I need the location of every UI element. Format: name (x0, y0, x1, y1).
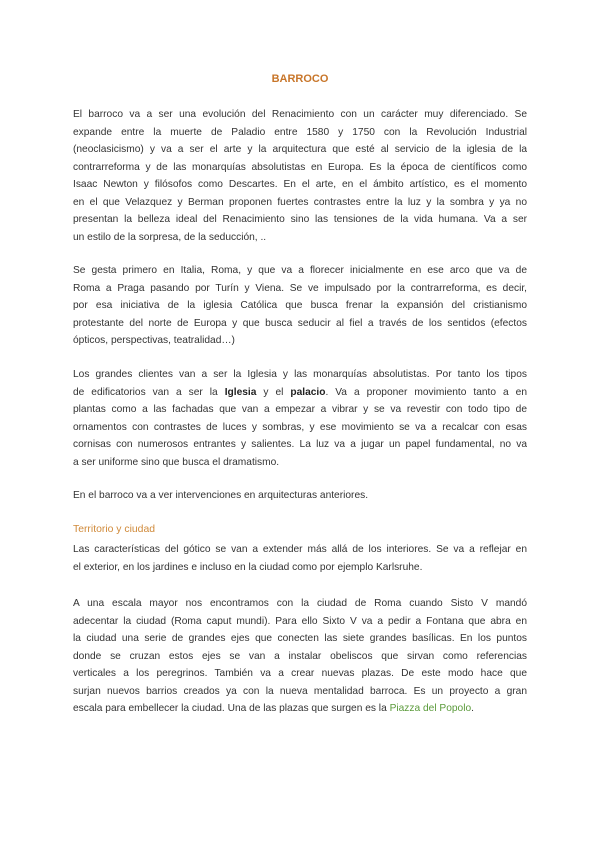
text-line: A una escala mayor nos encontramos con la ciudad de Roma cuando Sisto V mandó (73, 598, 527, 609)
paragraph-rome (73, 595, 527, 718)
text-line: en el que Velazquez y Berman proponen fuertes contrastes entre la luz y la sombra y ya no (73, 196, 527, 208)
text-line: protestante del norte de Europa y que busca seducir al fiel a través de los sentidos (efectos (73, 317, 527, 329)
text-segment: de edificatorios van a ser la (73, 386, 225, 398)
bold-term: Iglesia (224, 386, 257, 398)
section-heading-territorio: Territorio y ciudad (73, 524, 156, 535)
text-line: El barroco va a ser una evolución del Renacimiento con un carácter muy diferenciado. Se (73, 109, 527, 120)
text-line: surjan nuevos barrios creados ya con la nueva mentalidad barroca. Es un proyecto a gran (73, 685, 527, 697)
paragraph-intro (73, 106, 527, 246)
paragraph-territory (73, 541, 527, 576)
text-line: un estilo de la sorpresa, de la seducción, .. (73, 231, 267, 243)
text-line: el exterior, en los jardines e incluso en la ciudad como por ejemplo Karlsruhe. (73, 561, 423, 573)
text-line: Las características del gótico se van a extender más allá de los interiores. Se va a reflejar en (73, 544, 527, 555)
text-line: adecentar la ciudad (Roma caput mundi). Para ello Sixto V va a pedir a Fontana que abra en (73, 615, 527, 627)
text-line: expande entre la muerte de Paladio entre 1580 y 1750 con la Revolución Industrial (73, 126, 527, 138)
text-line: cornisas con numerosos entrantes y salientes. La luz va a jugar un papel fundamental, no va (73, 439, 527, 450)
text-line: verticales a los peregrinos. También va a crear nuevas plazas. De este modo hace que (73, 668, 527, 679)
text-line: Isaac Newton y filósofos como Descartes. En el arte, en el ámbito artístico, es el momento (73, 179, 527, 190)
text-line: Se gesta primero en Italia, Roma, y que va a florecer inicialmente en ese arco que va de (73, 265, 527, 276)
text-line: Roma a Praga pasando por Turín y Viena. Se ve impulsado por la contrarreforma, es decir, (73, 282, 527, 294)
text-segment: y el (256, 386, 291, 398)
document-title: BARROCO (271, 73, 329, 85)
paragraph-interventions (73, 487, 527, 505)
text-line: a ser uniforme sino que busca el dramatismo. (73, 456, 280, 468)
text-line: plantas como a las fachadas que van a empezar a vibrar y se va revestir con todo tipo de (73, 404, 527, 415)
text-line: (neoclasicismo) y va a ser el arte y la arquitectura que esté al servicio de la iglesia de la (73, 144, 527, 155)
text-line (73, 700, 527, 718)
text-line: ópticos, perspectivas, teatralidad…) (73, 335, 235, 346)
text-segment: escala para embellecer la ciudad. Una de las plazas que surgen es la (73, 703, 390, 714)
text-line: presentan la belleza ideal del Renacimiento sino las tensiones de la vida humana. Va a ser (73, 214, 527, 225)
bold-term: palacio (290, 386, 326, 398)
text-line: contrarreforma y de las monarquías absolutistas en Europa. Es la época de científicos como (73, 161, 527, 173)
paragraph-clients (73, 366, 527, 471)
text-line: ornamentos con contrastes de luces y sombras, y ese movimiento se va a recalcar con esas (73, 421, 527, 433)
text-segment: . (471, 703, 474, 714)
text-line: donde se cruzan estos ejes se van a instalar obeliscos que sirvan como referencias (73, 650, 527, 662)
text-line: por esa iniciativa de la iglesia Católica que busca frenar la expansión del cristianismo (73, 300, 527, 311)
piazza-del-popolo-link[interactable]: Piazza del Popolo (389, 703, 472, 714)
text-segment: . Va a proponer movimiento tanto a en (325, 386, 527, 398)
text-line: Los grandes clientes van a ser la Iglesia y las monarquías absolutistas. Por tanto los tipos (73, 369, 527, 380)
text-line (73, 384, 527, 402)
text-line: la ciudad una serie de grandes ejes que conecten las siete grandes basílicas. En los puntos (73, 633, 527, 644)
paragraph-origin (73, 262, 527, 350)
text-line: En el barroco va a ver intervenciones en arquitecturas anteriores. (73, 490, 369, 501)
